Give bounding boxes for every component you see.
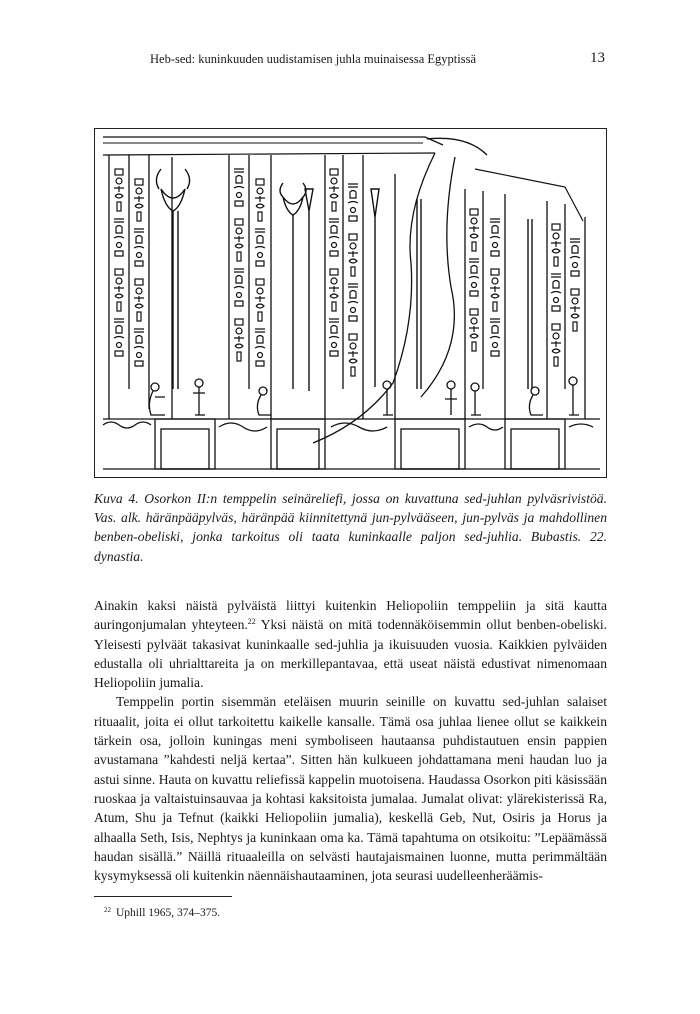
footnote-ref[interactable]: 22	[247, 617, 256, 627]
figure-caption	[94, 489, 607, 566]
caption-text: Kuva 4. Osorkon II:n temppelin seinäreliefi, jossa on kuvattuna sed-juhlan pylväsrivistöä. Vas. alk. häränpääpylväs, häränpää kiinnitettynä jun-pylvääseen, jun-pylväs ja mahdollinen benben-obeliski, jonka tarkoitus oli taata kuninkaalle paljon sed-juhlia. Bubastis. 22. dynastia.	[94, 491, 607, 564]
footnote-number: 22	[104, 906, 111, 914]
paragraph-1	[94, 596, 607, 692]
page-number: 13	[590, 50, 605, 66]
paragraph-2: Temppelin portin sisemmän eteläisen muurin seinille on kuvattu sed-juhlan salaiset rituaalit, joita ei ollut tarkoitettu kaikelle kansalle. Tämä osa juhlaa lienee ollut se kaikkein tärkein osa, jolloin kuningas meni symboliseen hautaansa puhdistautuen ensin pappien avustamana ”kahdesti neljä kertaa”. Sitten hän kulkueen johdattamana meni haudan luo ja astui sinne. Hauta on kuvattu reliefissä kappelin muotoisena. Haudassa Osorkon piti käsissään ruoskaa ja valtaistuinsauvaa ja kohtasi kaksitoista jumalaa. Jumalat olivat: ylärekisterissä Ra, Atum, Shu ja Tefnut (kaikki Heliopoliin jumalia), keskellä Geb, Nut, Osiris ja Horus ja alhaalla Seth, Isis, Nephtys ja kuninkaan oma ka. Tämä tapahtuma on otsikoitu: ”Lepäämässä haudan sisällä.” Näillä rituaaleilla on selvästi hautajaismainen luonne, mutta perimmältään kysymyksessä oli kuitenkin näennäishautaaminen, jota seurasi uudelleenheräämis-	[94, 694, 607, 884]
body-text	[94, 596, 607, 885]
footnote-text: Uphill 1965, 374–375.	[116, 907, 221, 919]
paragraph-1-text-a: Ainakin kaksi näistä pylväistä liittyi kuitenkin Heliopoliin temppeliin ja sitä kautta auringonjumalan yhteyteen.	[94, 598, 607, 633]
relief-drawing	[95, 129, 606, 477]
footnote-rule	[94, 896, 232, 897]
running-head	[0, 50, 700, 70]
running-title: Heb-sed: kuninkuuden uudistamisen juhla muinaisessa Egyptissä	[150, 52, 476, 66]
paragraph-1-text-b: Yksi näistä on mitä todennäköisemmin ollut benben-obeliski. Yleisesti pylväät takasivat kuninkaalle sed-juhlia ja ikuisuuden vuosia. Kaikkien pylväiden edustalla oli uhrialttareita ja on merkillepantavaa, että useat näistä edustivat nimenomaan Heliopoliin jumalia.	[94, 617, 607, 691]
relief-figure	[94, 128, 607, 478]
footnote	[104, 907, 220, 919]
